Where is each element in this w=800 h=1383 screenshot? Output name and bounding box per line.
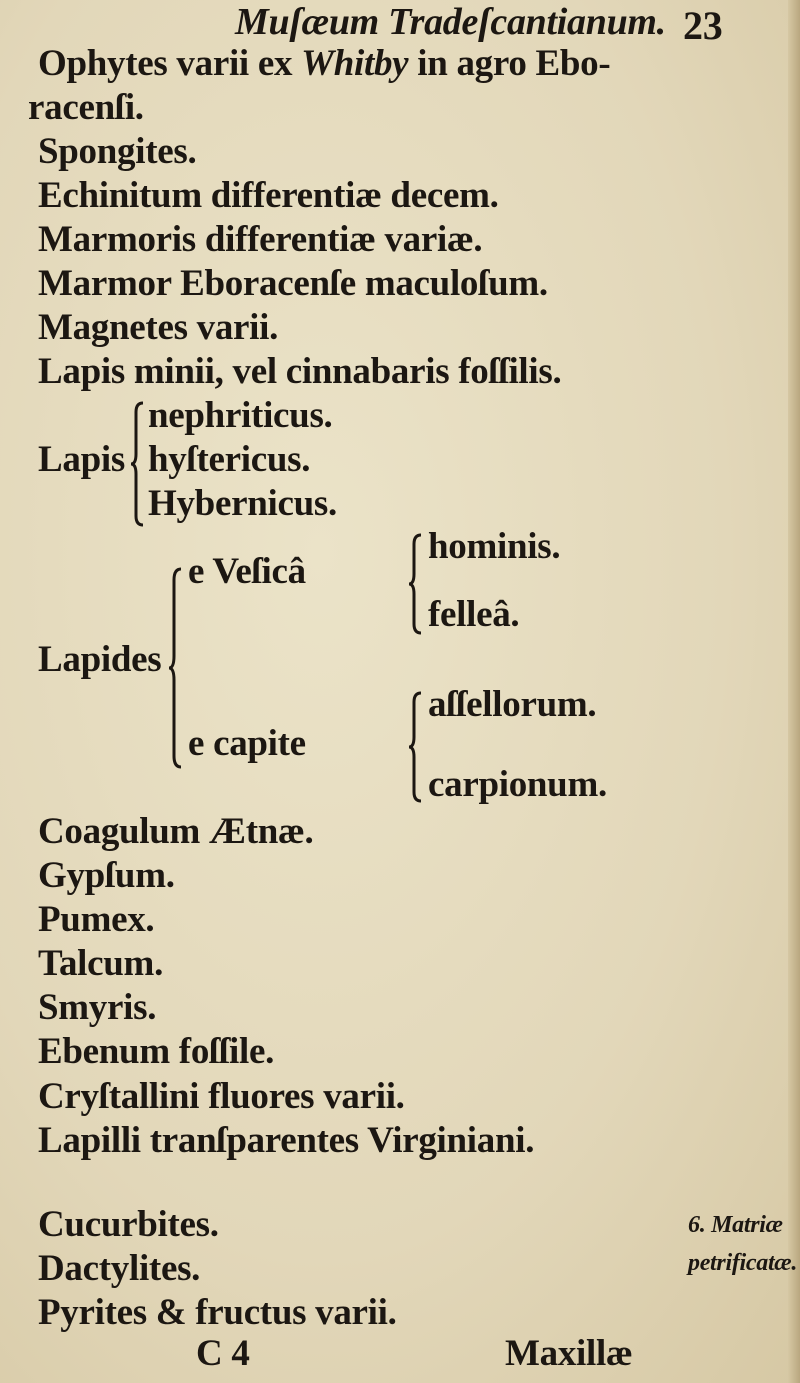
text-line: Smyris. — [38, 987, 157, 1028]
text-span: in agro Ebo- — [417, 43, 611, 84]
text-line: Echinitum differentiæ decem. — [38, 175, 499, 216]
running-header: Muſæum Tradeſcantianum. — [235, 1, 666, 43]
text-span: Ophytes varii ex — [38, 43, 293, 84]
text-italic: Whitby — [301, 43, 409, 84]
text-line: Pumex. — [38, 899, 155, 940]
list-item: felleâ. — [428, 594, 520, 635]
catchword: Maxillæ — [505, 1333, 633, 1374]
list-item: Hybernicus. — [148, 483, 337, 524]
sub-label: e capite — [188, 723, 306, 764]
text-line: Coagulum Ætnæ. — [38, 811, 314, 852]
brace-icon — [408, 692, 422, 802]
text-line: Cucurbites. — [38, 1204, 219, 1245]
signature-mark: C 4 — [196, 1333, 250, 1374]
list-item: carpionum. — [428, 764, 607, 805]
text-line: Cryſtallini fluores varii. — [38, 1076, 405, 1117]
brace-icon — [168, 568, 182, 768]
margin-note: petrificatæ. — [688, 1250, 798, 1276]
page-number: 23 — [683, 3, 723, 48]
text-line: Gypſum. — [38, 855, 175, 896]
group-label: Lapis — [38, 439, 125, 480]
sub-label: e Veſicâ — [188, 551, 306, 592]
text-line: Pyrites & fructus varii. — [38, 1292, 397, 1333]
text-line: Dactylites. — [38, 1248, 201, 1289]
text-line: racenſi. — [28, 87, 144, 128]
margin-note: 6. Matriæ — [688, 1212, 783, 1238]
text-line: Ebenum foſſile. — [38, 1031, 275, 1072]
list-item: hyſtericus. — [148, 439, 311, 480]
page-edge — [788, 0, 800, 1383]
list-item: nephriticus. — [148, 395, 333, 436]
list-item: aſſellorum. — [428, 684, 597, 725]
brace-icon — [408, 534, 422, 634]
text-line: Lapis minii, vel cinnabaris foſſilis. — [38, 351, 562, 392]
text-line: Marmoris differentiæ variæ. — [38, 219, 483, 260]
text-line — [38, 42, 610, 85]
brace-icon — [130, 402, 144, 526]
text-line: Marmor Eboracenſe maculoſum. — [38, 263, 548, 304]
text-line: Talcum. — [38, 943, 164, 984]
text-line: Lapilli tranſparentes Virginiani. — [38, 1120, 535, 1161]
text-line: Magnetes varii. — [38, 307, 279, 348]
list-item: hominis. — [428, 526, 561, 567]
text-line: Spongites. — [38, 131, 197, 172]
group-label: Lapides — [38, 639, 162, 680]
